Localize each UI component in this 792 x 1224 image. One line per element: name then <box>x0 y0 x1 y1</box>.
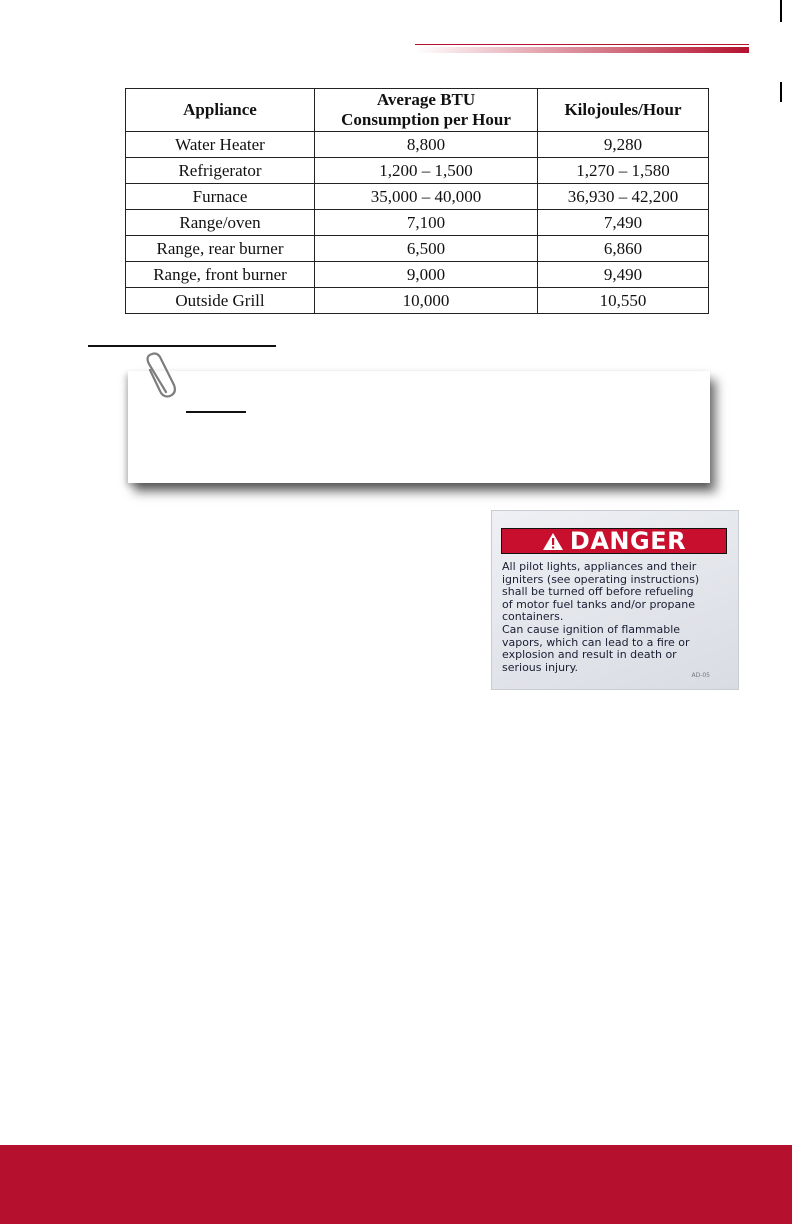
appliance-cell: Furnace <box>126 184 315 210</box>
btu-cell: 10,000 <box>315 288 538 314</box>
danger-line: Can cause ignition of flammable <box>502 622 681 636</box>
danger-title: DANGER <box>569 527 687 555</box>
btu-cell: 1,200 – 1,500 <box>315 158 538 184</box>
table-row <box>126 132 709 158</box>
kj-cell: 1,270 – 1,580 <box>538 158 709 184</box>
danger-line: igniters (see operating instructions) <box>502 572 700 586</box>
header-kilojoules: Kilojoules/Hour <box>538 89 709 132</box>
danger-line: All pilot lights, appliances and their <box>502 560 697 573</box>
appliance-cell: Range, rear burner <box>126 236 315 262</box>
btu-cell: 8,800 <box>315 132 538 158</box>
table-row <box>126 158 709 184</box>
table-row <box>126 262 709 288</box>
danger-header <box>501 528 727 554</box>
margin-rule-lower <box>780 82 782 102</box>
btu-cell: 6,500 <box>315 236 538 262</box>
note-callout-box <box>128 371 710 483</box>
header-appliance: Appliance <box>126 89 315 132</box>
header-accent-bar <box>415 47 749 53</box>
sticker-code: AD-05 <box>691 672 710 679</box>
danger-warning-sticker <box>491 510 739 690</box>
kj-cell: 6,860 <box>538 236 709 262</box>
kj-cell: 10,550 <box>538 288 709 314</box>
appliance-cell: Refrigerator <box>126 158 315 184</box>
kj-cell: 7,490 <box>538 210 709 236</box>
appliance-cell: Range, front burner <box>126 262 315 288</box>
kj-cell: 9,280 <box>538 132 709 158</box>
margin-rule-top <box>780 0 782 22</box>
appliance-cell: Range/oven <box>126 210 315 236</box>
danger-line: explosion and result in death or <box>502 648 677 662</box>
btu-consumption-table <box>125 88 709 314</box>
danger-line: shall be turned off before refueling <box>502 585 694 599</box>
table-row <box>126 236 709 262</box>
paperclip-icon <box>139 352 177 404</box>
table-row <box>126 184 709 210</box>
danger-line: serious injury. <box>502 660 579 674</box>
kj-cell: 9,490 <box>538 262 709 288</box>
btu-cell: 35,000 – 40,000 <box>315 184 538 210</box>
btu-cell: 7,100 <box>315 210 538 236</box>
table-row <box>126 288 709 314</box>
section-heading-underline <box>88 345 276 347</box>
appliance-cell: Water Heater <box>126 132 315 158</box>
table-row <box>126 210 709 236</box>
kj-cell: 36,930 – 42,200 <box>538 184 709 210</box>
footer-band <box>0 1145 792 1224</box>
warning-triangle-icon <box>542 532 564 551</box>
danger-line: vapors, which can lead to a fire or <box>502 635 690 649</box>
header-average-btu: Average BTU Consumption per Hour <box>315 89 538 132</box>
btu-cell: 9,000 <box>315 262 538 288</box>
danger-line: of motor fuel tanks and/or propane <box>502 597 695 611</box>
table-header-row <box>126 89 709 132</box>
note-label-underline <box>186 411 246 413</box>
danger-line: containers. <box>502 610 564 624</box>
appliance-cell: Outside Grill <box>126 288 315 314</box>
danger-text <box>502 561 734 674</box>
